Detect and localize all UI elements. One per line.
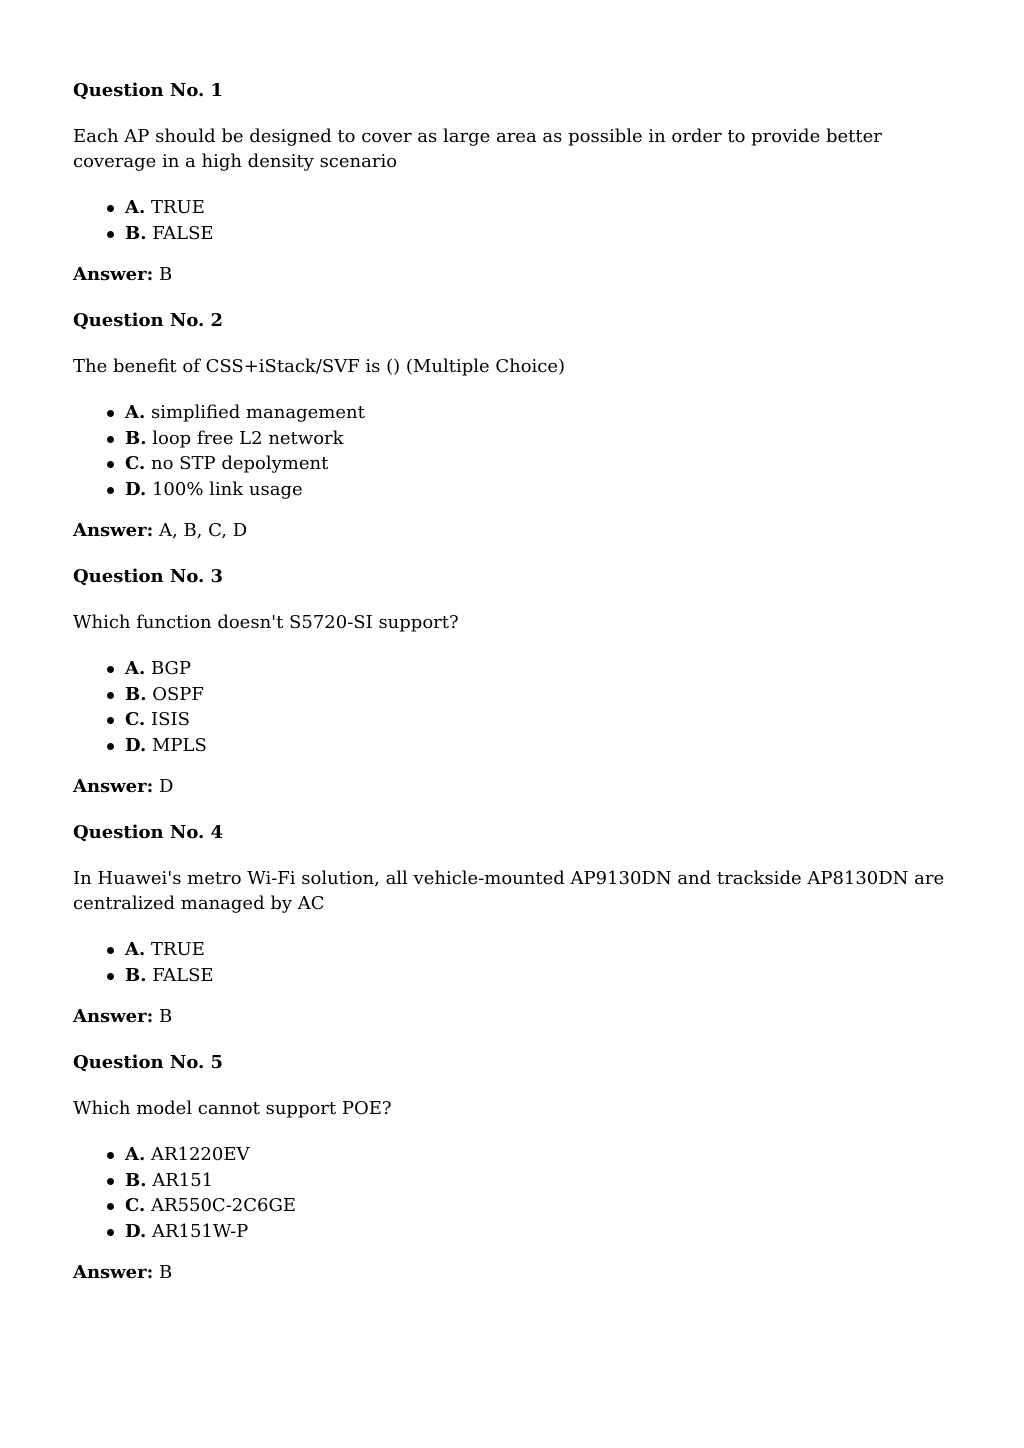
question-title: Question No. 1 [73, 80, 224, 101]
answer-value: D [159, 776, 174, 797]
question-block [73, 1050, 951, 1285]
bullet-icon [107, 461, 114, 468]
option-letter: A. [125, 197, 146, 218]
option-text: ISIS [151, 709, 190, 730]
question-title: Question No. 3 [73, 566, 224, 587]
option-item [107, 477, 951, 503]
option-letter: A. [125, 939, 146, 960]
options-list [73, 937, 951, 988]
option-letter: B. [125, 427, 147, 449]
option-text: FALSE [152, 964, 214, 986]
answer-value: B [159, 1262, 173, 1283]
option-letter: A. [125, 1144, 146, 1165]
option-letter: B. [125, 222, 147, 244]
option-letter: B. [125, 683, 147, 705]
answer-label: Answer: [73, 520, 154, 541]
bullet-icon [107, 717, 114, 724]
option-letter: A. [125, 402, 146, 423]
bullet-icon [107, 947, 114, 954]
bullet-icon [107, 1229, 114, 1236]
option-item [107, 1219, 951, 1245]
answer-line [73, 1004, 951, 1029]
option-item [107, 195, 951, 221]
option-item [107, 426, 951, 452]
bullet-icon [107, 692, 114, 699]
option-text: AR151W-P [151, 1220, 249, 1242]
question-block [73, 308, 951, 543]
answer-value: B [159, 1006, 173, 1027]
question-title: Question No. 2 [73, 310, 224, 331]
bullet-icon [107, 743, 114, 750]
bullet-icon [107, 231, 114, 238]
option-item [107, 451, 951, 477]
option-text: FALSE [152, 222, 214, 244]
option-item [107, 682, 951, 708]
answer-label: Answer: [73, 1262, 154, 1283]
option-letter: C. [125, 709, 146, 730]
answer-value: B [159, 264, 173, 285]
option-item [107, 937, 951, 963]
option-text: AR1220EV [150, 1144, 250, 1165]
answer-label: Answer: [73, 264, 154, 285]
question-text: Each AP should be designed to cover as large area as possible in order to provide better coverage in a high density scenario [73, 126, 882, 172]
answer-label: Answer: [73, 776, 154, 797]
option-letter: B. [125, 1169, 147, 1191]
option-text: BGP [150, 658, 192, 679]
answer-line [73, 262, 951, 287]
options-list [73, 1142, 951, 1244]
option-item [107, 963, 951, 989]
option-letter: D. [125, 1220, 147, 1242]
answer-line [73, 1260, 951, 1285]
option-letter: D. [125, 734, 147, 756]
bullet-icon [107, 205, 114, 212]
option-letter: A. [125, 658, 146, 679]
options-list [73, 400, 951, 502]
bullet-icon [107, 436, 114, 443]
option-letter: B. [125, 964, 147, 986]
question-block [73, 820, 951, 1029]
option-text: no STP depolyment [151, 453, 329, 474]
question-block [73, 564, 951, 799]
answer-value: A, B, C, D [159, 520, 248, 541]
option-item [107, 1168, 951, 1194]
option-item [107, 733, 951, 759]
bullet-icon [107, 1152, 114, 1159]
bullet-icon [107, 487, 114, 494]
option-item [107, 1142, 951, 1168]
question-title: Question No. 5 [73, 1052, 224, 1073]
answer-line [73, 774, 951, 799]
question-text: Which model cannot support POE? [73, 1098, 392, 1119]
option-text: TRUE [150, 197, 205, 218]
option-letter: C. [125, 453, 146, 474]
bullet-icon [107, 666, 114, 673]
option-text: loop free L2 network [152, 427, 344, 449]
answer-line [73, 518, 951, 543]
bullet-icon [107, 410, 114, 417]
option-text: MPLS [151, 734, 207, 756]
option-item [107, 707, 951, 733]
options-list [73, 656, 951, 758]
option-item [107, 656, 951, 682]
question-text: Which function doesn't S5720-SI support? [73, 612, 459, 633]
options-list [73, 195, 951, 246]
option-text: TRUE [150, 939, 205, 960]
question-block [73, 78, 951, 287]
option-letter: D. [125, 478, 147, 500]
question-text: The benefit of CSS+iStack/SVF is () (Multiple Choice) [73, 356, 566, 377]
option-letter: C. [125, 1195, 146, 1216]
bullet-icon [107, 973, 114, 980]
question-text: In Huawei's metro Wi-Fi solution, all vehicle-mounted AP9130DN and trackside AP8130DN are centralized managed by AC [73, 868, 945, 914]
option-text: OSPF [152, 683, 204, 705]
option-text: AR550C-2C6GE [151, 1195, 296, 1216]
question-title: Question No. 4 [73, 822, 224, 843]
option-item [107, 400, 951, 426]
option-text: 100% link usage [151, 478, 303, 500]
answer-label: Answer: [73, 1006, 154, 1027]
bullet-icon [107, 1178, 114, 1185]
option-text: simplified management [150, 402, 365, 423]
option-item [107, 221, 951, 247]
bullet-icon [107, 1203, 114, 1210]
option-text: AR151 [152, 1169, 214, 1191]
option-item [107, 1193, 951, 1219]
